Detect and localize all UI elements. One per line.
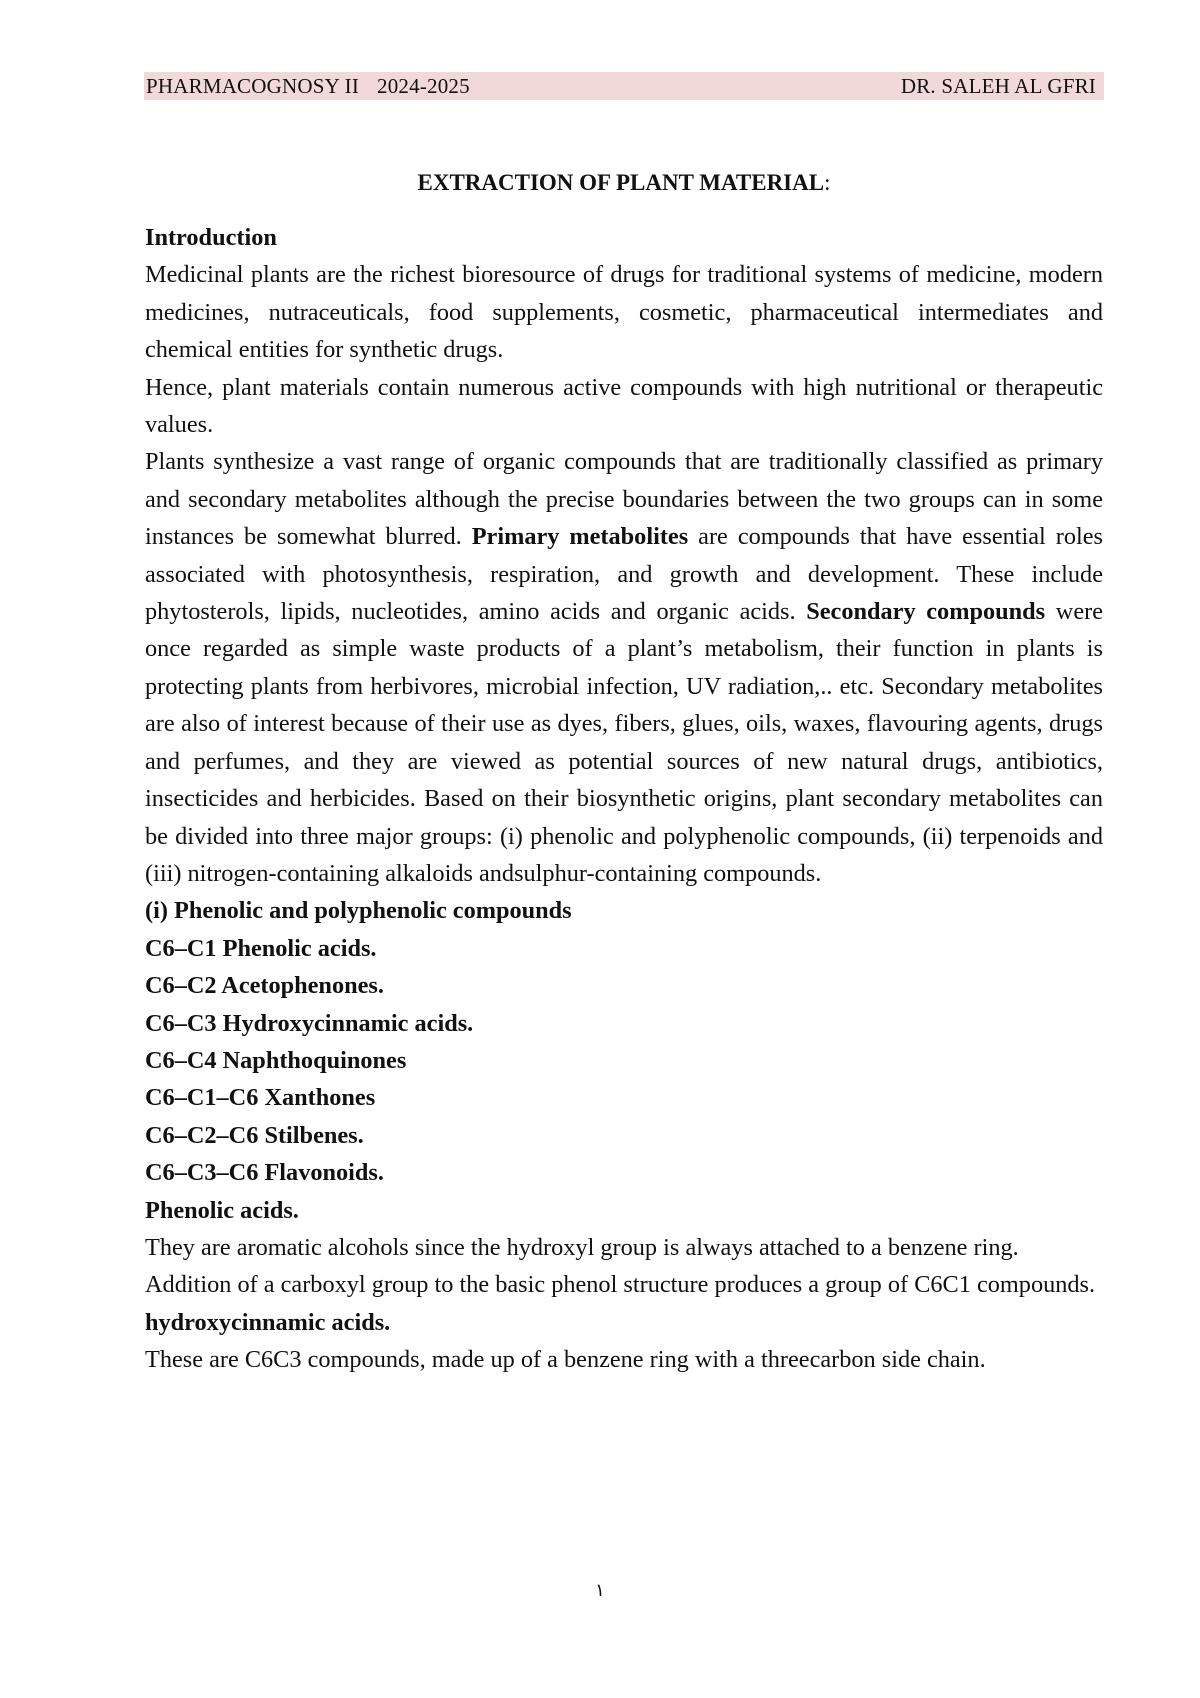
header-course-name: PHARMACOGNOSY II: [146, 73, 360, 98]
term-secondary-compounds: Secondary compounds: [806, 598, 1046, 626]
page-number: ١: [595, 1580, 605, 1600]
paragraph-hydroxycinnamic-1: These are C6C3 compounds, made up of a benzene ring with a threecarbon side chain.: [145, 1346, 986, 1374]
paragraph-phenolic-acids-2: Addition of a carboxyl group to the basic phenol structure produces a group of C6C1 compounds.: [145, 1271, 1096, 1299]
heading-introduction: Introduction: [145, 224, 277, 251]
intro-3-part-e: were once regarded as simple waste products of a plant’s metabolism, their function in plants is protecting plants from herbivores, microbial infection, UV radiation,.. etc. Secondary metabolites are also of interest because of their use as dyes, fibers, glues, oils, waxes, flavouring agents, drugs and perfumes, and they are viewed as potential sources of new natural drugs, antibiotics, insecticides and herbicides. Based on their biosynthetic origins, plant secondary metabolites can be divided into three major groups: (i) phenolic and polyphenolic compounds, (ii) terpenoids and (iii) nitrogen-containing alkaloids andsulphur-containing compounds.: [145, 598, 1103, 887]
list-item: C6–C2 Acetophenones.: [145, 972, 384, 1000]
document-title: [145, 164, 1103, 201]
list-item: C6–C4 Naphthoquinones: [145, 1046, 407, 1074]
paragraph-intro-1: Medicinal plants are the richest bioresource of drugs for traditional systems of medicine, modern medicines, nutraceuticals, food supplements, cosmetic, pharmaceutical intermediates and chemical entities for synthetic drugs.: [145, 261, 1103, 364]
intro-3-part-c: are compounds that have essential roles associated with photosynthesis, respiration, and growth and development. These include phytosterols, lipids, nucleotides, amino acids and organic acids.: [145, 523, 1104, 626]
running-header: [144, 72, 1104, 100]
paragraph-phenolic-acids-1: They are aromatic alcohols since the hydroxyl group is always attached to a benzene ring.: [145, 1233, 1019, 1261]
heading-phenolic-compounds: (i) Phenolic and polyphenolic compounds: [145, 897, 572, 925]
list-item: C6–C1 Phenolic acids.: [145, 934, 377, 962]
document-body: [145, 164, 1103, 1379]
list-item: C6–C3–C6 Flavonoids.: [145, 1159, 384, 1187]
term-primary-metabolites: Primary metabolites: [471, 523, 689, 551]
list-item: C6–C1–C6 Xanthones: [145, 1084, 376, 1112]
paragraph-intro-3: [145, 443, 1103, 892]
heading-hydroxycinnamic-acids: hydroxycinnamic acids.: [145, 1308, 391, 1336]
document-title-text: EXTRACTION OF PLANT MATERIAL: [417, 170, 825, 195]
list-item: C6–C2–C6 Stilbenes.: [145, 1121, 364, 1149]
paragraph-intro-2: Hence, plant materials contain numerous active compounds with high nutritional or therapeutic values.: [145, 373, 1103, 439]
header-course: [144, 74, 470, 99]
heading-phenolic-acids: Phenolic acids.: [145, 1196, 299, 1224]
document-title-punct: :: [824, 170, 831, 195]
list-item: C6–C3 Hydroxycinnamic acids.: [145, 1009, 474, 1037]
header-author: DR. SALEH AL GFRI: [900, 73, 1096, 98]
header-year: 2024-2025: [377, 73, 470, 98]
intro-3-part-a: Plants synthesize a vast range of organic compounds that are traditionally classified as primary and secondary metabolites although the precise boundaries between the two groups can in some instances be somewhat blurred.: [145, 448, 1103, 551]
